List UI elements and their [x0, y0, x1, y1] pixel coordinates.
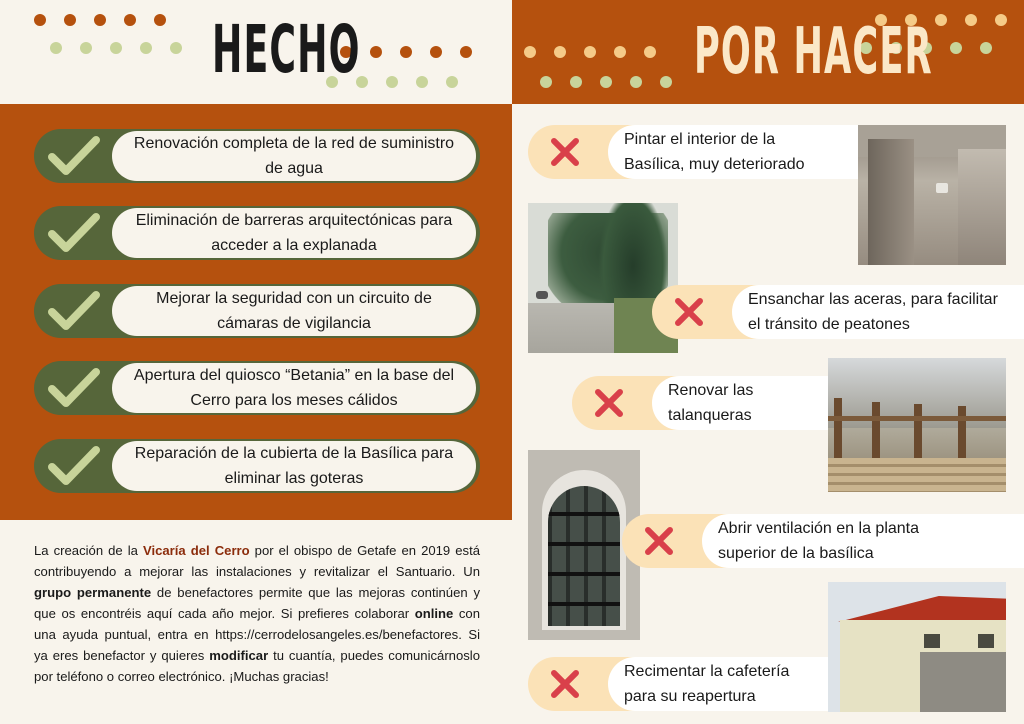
done-item	[34, 206, 480, 260]
check-icon	[48, 135, 100, 177]
left-title: HECHO	[212, 11, 361, 88]
todo-item-text: Abrir ventilación en la planta superior de la basílica	[702, 514, 1024, 568]
fence-photo	[828, 358, 1006, 492]
check-icon	[48, 367, 100, 409]
todo-item-text: Renovar las talanqueras	[652, 376, 828, 430]
right-title: POR HACER	[694, 15, 933, 89]
check-icon	[48, 212, 100, 254]
check-icon	[48, 290, 100, 332]
todo-item	[528, 657, 828, 711]
done-item-text: Eliminación de barreras arquitectónicas para acceder a la explanada	[112, 208, 476, 258]
done-item-text: Mejorar la seguridad con un circuito de cámaras de vigilancia	[112, 286, 476, 336]
todo-item	[528, 125, 858, 179]
right-header	[512, 0, 1024, 104]
todo-item	[572, 376, 828, 430]
todo-item-text: Recimentar la cafetería para su reapertura	[608, 657, 828, 711]
todo-item-text: Pintar el interior de la Basílica, muy deteriorado	[608, 125, 858, 179]
cross-icon	[594, 388, 624, 418]
done-item	[34, 284, 480, 338]
done-item	[34, 129, 480, 183]
cross-icon	[550, 669, 580, 699]
cross-icon	[674, 297, 704, 327]
left-header	[0, 0, 512, 104]
done-item-text: Reparación de la cubierta de la Basílica para eliminar las goteras	[112, 441, 476, 491]
todo-item	[652, 285, 1024, 339]
check-icon	[48, 445, 100, 487]
done-item	[34, 361, 480, 415]
cafeteria-building-photo	[828, 582, 1006, 712]
todo-item	[622, 514, 1024, 568]
todo-item-text: Ensanchar las aceras, para facilitar el tránsito de peatones	[732, 285, 1024, 339]
done-item-text: Apertura del quiosco “Betania” en la base del Cerro para los meses cálidos	[112, 363, 476, 413]
cypress-sidewalk-photo	[528, 203, 678, 353]
benefactors-paragraph: La creación de la Vicaría del Cerro por el obispo de Getafe en 2019 está contribuyendo a mejorar las instalaciones y revitalizar el Santuario. Un grupo permanente de benefactores permite que las mejoras continúen y que os encontréis aquí cada año mejor. Si prefieres colaborar online con una ayuda puntual, entra en https://cerrodelosangeles.es/benefactores. Si ya eres benefactor y quieres modificar tu cuantía, puedes comunicárnoslo por teléfono o correo electrónico. ¡Muchas gracias!	[34, 543, 480, 684]
cross-icon	[644, 526, 674, 556]
basilica-interior-photo	[858, 125, 1006, 265]
done-item	[34, 439, 480, 493]
cross-icon	[550, 137, 580, 167]
done-item-text: Renovación completa de la red de suministro de agua	[112, 131, 476, 181]
